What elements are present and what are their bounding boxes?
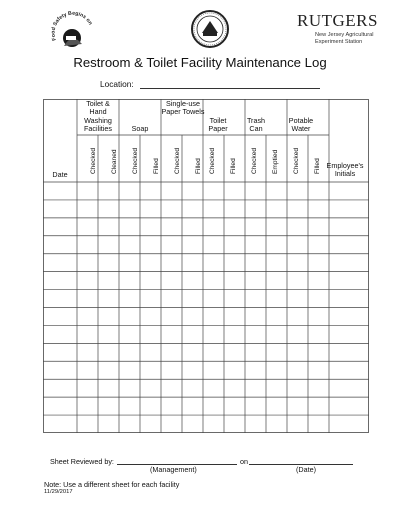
- document-date: 11/29/2017: [44, 489, 73, 495]
- sub-header-filled: Filled: [314, 158, 321, 174]
- rutgers-sub-2: Experiment Station: [315, 39, 363, 45]
- group-header-trash-can: Trash Can: [246, 116, 266, 134]
- management-signature-line[interactable]: [117, 456, 237, 465]
- sub-header-filled: Filled: [230, 158, 237, 174]
- sub-header-cleaned: Cleaned: [111, 149, 118, 174]
- management-label: (Management): [150, 465, 197, 474]
- rutgers-logo: [297, 12, 397, 46]
- sub-header-emptied: Emptied: [272, 149, 279, 174]
- review-line: [50, 457, 114, 466]
- location-underline: [140, 88, 320, 89]
- sub-header-checked: Checked: [251, 147, 258, 174]
- rutgers-name: RUTGERS: [297, 11, 378, 30]
- location-field[interactable]: [100, 79, 134, 89]
- sub-header-filled: Filled: [153, 158, 160, 174]
- sub-header-checked: Checked: [132, 147, 139, 174]
- sub-header-checked: Checked: [90, 147, 97, 174]
- employee-header: Employee's Initials: [326, 161, 364, 179]
- sub-header-checked: Checked: [293, 147, 300, 174]
- sheet-note: Note: Use a different sheet for each facility: [44, 480, 180, 489]
- review-date-line[interactable]: [249, 456, 353, 465]
- on-label: on: [240, 457, 248, 466]
- location-label: Location:: [100, 79, 134, 89]
- group-header-toilet-paper: Toilet Paper: [208, 116, 228, 134]
- page-title: Restroom & Toilet Facility Maintenance Log: [73, 55, 327, 70]
- group-header-paper-towels: Single-use Paper Towels: [161, 99, 205, 117]
- reviewed-label: Sheet Reviewed by:: [50, 457, 114, 466]
- food-safety-logo: [50, 10, 96, 52]
- group-header-toilet-hand-washing: Toilet & Hand Washing Facilities: [84, 99, 112, 134]
- sub-header-filled: Filled: [195, 158, 202, 174]
- rutgers-sub-1: New Jersey Agricultural: [315, 32, 374, 38]
- seal-logo: [190, 9, 230, 49]
- group-header-soap: Soap: [131, 124, 149, 133]
- log-table: [43, 99, 369, 435]
- date-label: (Date): [296, 465, 316, 474]
- group-header-potable-water: Potable Water: [288, 116, 314, 134]
- logo-arc-text: Food Safety Begins on: [50, 10, 94, 42]
- date-header: Date: [52, 170, 68, 179]
- sub-header-checked: Checked: [209, 147, 216, 174]
- sub-header-checked: Checked: [174, 147, 181, 174]
